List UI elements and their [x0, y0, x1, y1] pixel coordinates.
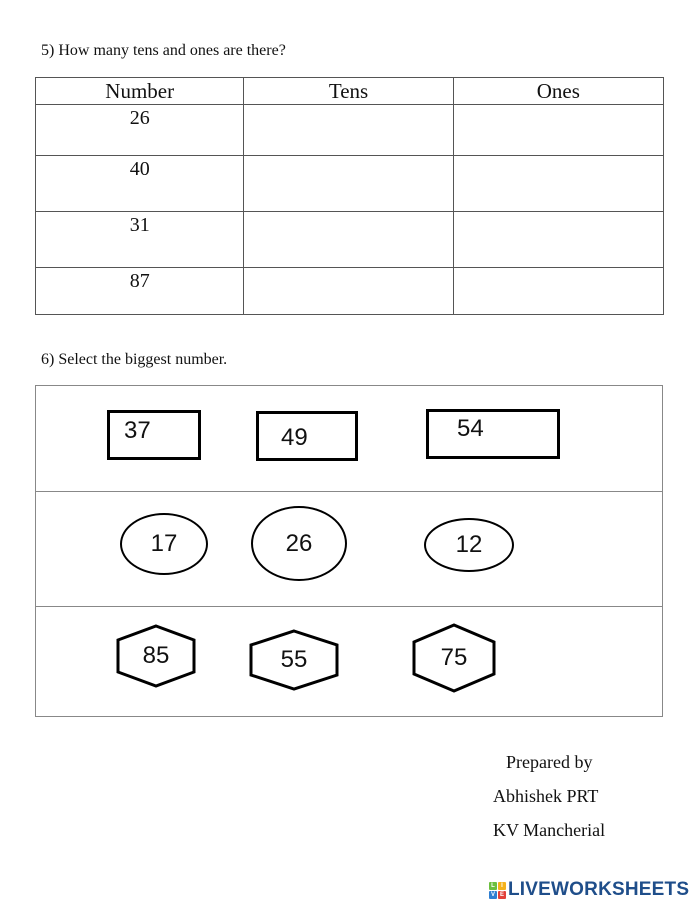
option-value: 26	[285, 529, 313, 557]
number-cell: 31	[36, 212, 244, 268]
ones-answer-cell[interactable]	[453, 212, 663, 268]
header-tens: Tens	[244, 78, 453, 105]
ones-answer-cell[interactable]	[453, 156, 663, 212]
logo-text: LIVEWORKSHEETS	[508, 879, 690, 900]
table-row	[36, 156, 664, 212]
number-cell: 87	[36, 268, 244, 315]
question-5-prompt: 5) How many tens and ones are there?	[41, 42, 286, 59]
option-oval-2[interactable]	[251, 506, 347, 581]
option-value: 54	[457, 415, 484, 442]
option-oval-1[interactable]	[120, 513, 208, 575]
rectangle-row	[36, 386, 662, 491]
prepared-by-label: Prepared by	[506, 752, 593, 772]
oval-row	[36, 491, 662, 607]
option-hexagon-1[interactable]	[116, 624, 196, 688]
option-value: 37	[124, 417, 151, 444]
table-row	[36, 212, 664, 268]
option-value: 17	[150, 530, 178, 557]
option-hexagon-3[interactable]	[412, 623, 496, 693]
table-row	[36, 105, 664, 156]
option-value: 12	[455, 531, 483, 558]
hexagon-row	[36, 606, 662, 718]
option-rectangle-1[interactable]	[107, 410, 201, 460]
number-cell: 40	[36, 156, 244, 212]
logo-tile-e: E	[499, 891, 504, 898]
logo-tile-v: V	[490, 891, 495, 898]
table-header-row	[36, 78, 664, 105]
option-value: 49	[281, 424, 308, 451]
table-row	[36, 268, 664, 315]
liveworksheets-logo[interactable]	[489, 879, 689, 901]
logo-tile-l: L	[489, 882, 497, 890]
author-name: Abhishek PRT	[493, 786, 599, 806]
option-rectangle-3[interactable]	[426, 409, 560, 459]
ones-answer-cell[interactable]	[453, 268, 663, 315]
option-value: 55	[280, 646, 308, 673]
header-ones: Ones	[453, 78, 663, 105]
tens-answer-cell[interactable]	[244, 268, 453, 315]
logo-tile-i: I	[498, 882, 506, 890]
option-rectangle-2[interactable]	[256, 411, 358, 461]
ones-answer-cell[interactable]	[453, 105, 663, 156]
option-hexagon-2[interactable]	[249, 629, 339, 691]
question-6-prompt: 6) Select the biggest number.	[41, 351, 228, 368]
number-cell: 26	[36, 105, 244, 156]
tens-ones-table	[35, 77, 664, 315]
header-number: Number	[36, 78, 244, 105]
author-school: KV Mancherial	[493, 820, 606, 840]
liveworksheets-logo-icon	[489, 882, 506, 899]
tens-answer-cell[interactable]	[244, 212, 453, 268]
tens-answer-cell[interactable]	[244, 156, 453, 212]
option-oval-3[interactable]	[424, 518, 514, 572]
biggest-number-box	[35, 385, 663, 717]
option-value: 75	[440, 644, 468, 671]
option-value: 85	[142, 642, 170, 669]
tens-answer-cell[interactable]	[244, 105, 453, 156]
